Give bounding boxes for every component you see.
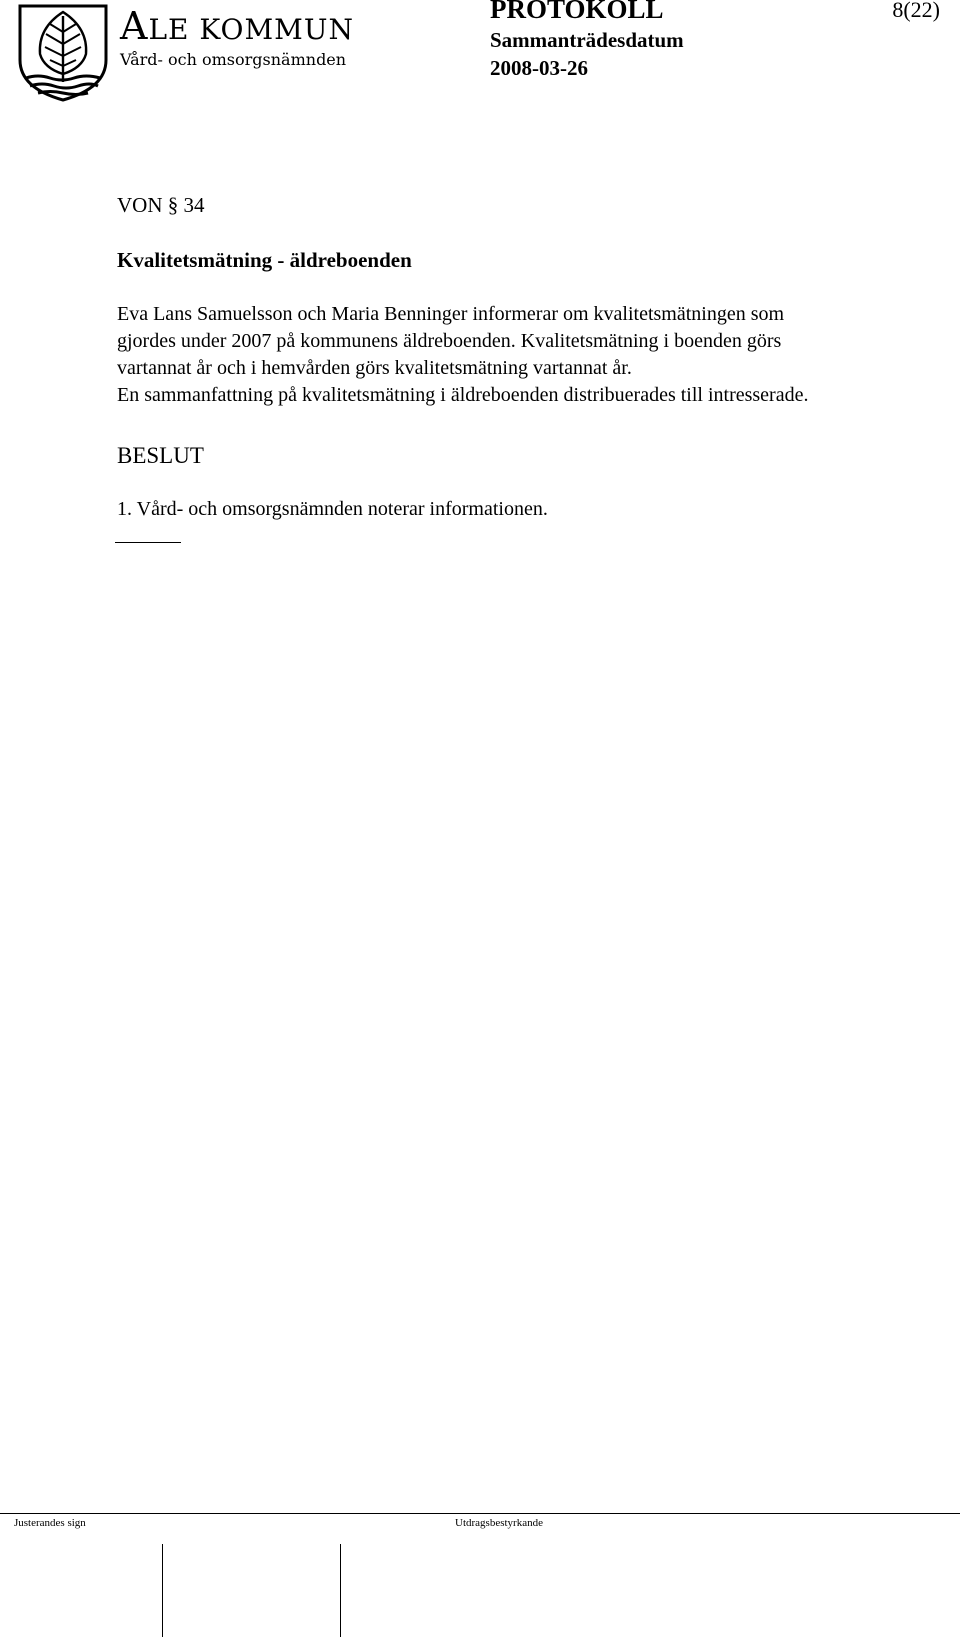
body-line: Eva Lans Samuelsson och Maria Benninger informerar om kvalitetsmätningen som: [117, 303, 785, 325]
section-title: Kvalitetsmätning - äldreboenden: [117, 248, 412, 272]
body-line: vartannat år och i hemvården görs kvalitetsmätning vartannat år.: [117, 357, 632, 379]
section-number: VON § 34: [117, 193, 205, 217]
organization-name-rest: LE KOMMUN: [148, 13, 354, 46]
organization-name-initial: A: [120, 4, 149, 48]
coat-of-arms-leaf-icon: [14, 2, 112, 102]
document-type: PROTOKOLL: [490, 0, 664, 24]
signature-label: Justerandes sign: [14, 1517, 86, 1529]
meeting-date: 2008-03-26: [490, 56, 588, 80]
body-line: En sammanfattning på kvalitetsmätning i äldreboenden distribuerades till intresserade.: [117, 384, 809, 406]
section-end-rule: [115, 542, 181, 543]
extract-certification-label: Utdragsbestyrkande: [455, 1517, 543, 1529]
decision-item: 1. Vård- och omsorgsnämnden noterar informationen.: [117, 498, 548, 520]
footer-divider: [0, 1513, 960, 1514]
body-line: gjordes under 2007 på kommunens äldreboenden. Kvalitetsmätning i boenden görs: [117, 330, 782, 352]
page-number: 8(22): [892, 0, 940, 22]
signature-box-divider: [162, 1544, 163, 1637]
decision-heading: BESLUT: [117, 443, 204, 468]
meeting-date-label: Sammanträdesdatum: [490, 28, 684, 52]
committee-name: Vård- och omsorgsnämnden: [120, 50, 347, 69]
signature-box-divider: [340, 1544, 341, 1637]
organization-name: [120, 4, 354, 48]
